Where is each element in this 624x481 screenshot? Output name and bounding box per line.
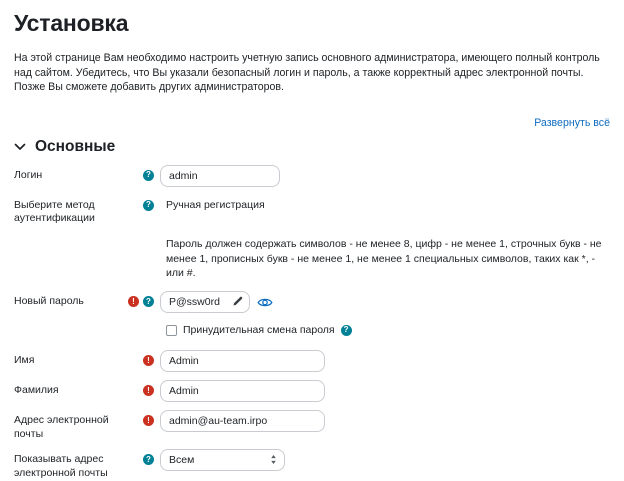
required-icon: ! (128, 296, 139, 307)
login-input[interactable] (160, 165, 280, 187)
form-row-new-password (14, 291, 610, 313)
lastname-input[interactable] (160, 380, 325, 402)
form-row-auth-method (14, 195, 610, 226)
auth-method-value: Ручная регистрация (166, 198, 265, 211)
required-icon: ! (143, 415, 154, 426)
firstname-input[interactable] (160, 350, 325, 372)
pencil-icon (232, 296, 243, 307)
email-display-select[interactable] (160, 449, 285, 471)
form-row-login (14, 165, 610, 187)
firstname-label: Имя (14, 354, 35, 367)
eye-icon[interactable] (257, 296, 273, 309)
help-icon[interactable]: ? (143, 296, 154, 307)
section-title: Основные (35, 137, 116, 155)
help-icon[interactable]: ? (143, 200, 154, 211)
form-row-force-change (14, 321, 610, 340)
form-row-firstname (14, 350, 610, 372)
password-policy-hint: Пароль должен содержать символов - не менее 8, цифр - не менее 1, строчных букв - не менее 1, прописных букв - не менее 1, не менее 1 специальных символов, таких как *, - или #. (166, 238, 602, 280)
form-row-email (14, 410, 610, 441)
help-icon[interactable]: ? (143, 454, 154, 465)
admin-account-form (14, 165, 610, 481)
required-icon: ! (143, 355, 154, 366)
expand-all-row (14, 117, 610, 129)
page-description: На этой странице Вам необходимо настроить учетную запись основного администратора, имеющего полный контроль над сайтом. Убедитесь, что Вы указали безопасный логин и пароль, а также корректный адрес электронной почты. Позже Вы сможете добавить других администраторов. (14, 52, 600, 94)
form-row-email-display (14, 449, 610, 480)
force-password-change-checkbox[interactable] (166, 325, 177, 336)
form-row-lastname (14, 380, 610, 402)
chevron-down-icon (14, 143, 26, 151)
force-password-change-label: Принудительная смена пароля (183, 324, 335, 337)
email-input[interactable] (160, 410, 325, 432)
section-header-general[interactable] (14, 138, 610, 156)
help-icon[interactable]: ? (143, 170, 154, 181)
login-label: Логин (14, 168, 43, 181)
required-icon: ! (143, 385, 154, 396)
email-label: Адрес электронной почты (14, 414, 109, 440)
page-title: Установка (14, 10, 129, 36)
auth-method-label: Выберите метод аутентификации (14, 198, 95, 225)
new-password-label: Новый пароль (14, 295, 84, 308)
lastname-label: Фамилия (14, 384, 59, 397)
email-display-label: Показывать адрес электронной почты (14, 453, 108, 480)
help-icon[interactable]: ? (341, 325, 352, 336)
expand-all-link[interactable]: Развернуть всё (534, 116, 610, 129)
